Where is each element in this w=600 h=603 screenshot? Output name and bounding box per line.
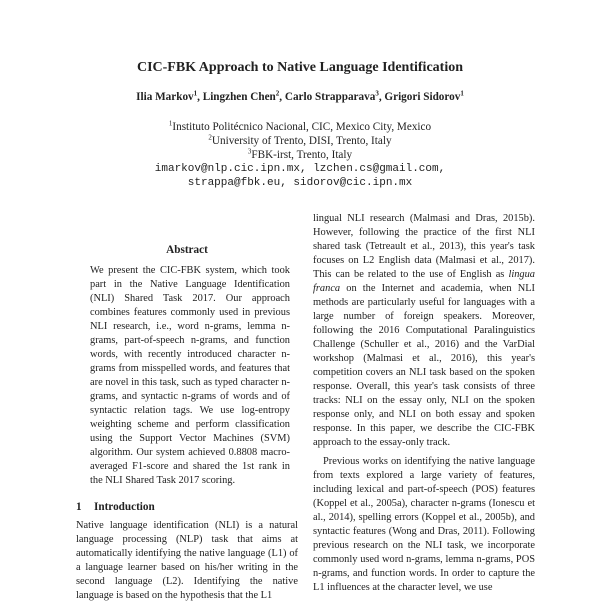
right-column (313, 212, 535, 595)
affiliation: $^1$Instituto Politécnico Nacional, CIC, Mexico City, Mexico (168, 119, 432, 133)
left-column (76, 242, 298, 603)
affiliation: $^3$FBK-irst, Trento, Italy (247, 147, 353, 161)
paper-title: CIC-FBK Approach to Native Language Identification (136, 60, 464, 75)
section-heading (76, 499, 298, 515)
intro-paragraph: Native language identification (NLI) is a natural language processing (NLP) task that aims at automatically identifying the native language (L1) of a language learner based on his/her writing in the second language (L2). Identifying the native language is based on the hypothesis that the L1 (76, 520, 298, 601)
affiliation: $^2$University of Trento, DISI, Trento, Italy (208, 133, 392, 147)
email-line: strappa@fbk.eu, sidorov@cic.ipn.mx (187, 177, 413, 189)
abstract-heading: Abstract (166, 244, 208, 256)
body-paragraph: Previous works on identifying the native language from texts explored a large variety of features, including lexical and part-of-speech (POS) features (Koppel et al., 2005a), character n-grams (Ionescu et al., 2014), spelling errors (Koppel et al., 2005b), and syntactic features (Wong and Dras, 2011). Following previous research on the NLI task, we incorporate commonly used word n-grams, lemma n-grams, POS n-grams, and function words. In order to capture the L1 influences at the character level, we use (313, 456, 535, 593)
email-line: imarkov@nlp.cic.ipn.mx, lzchen.cs@gmail.com, (154, 163, 446, 175)
body-paragraph: lingual NLI research (Malmasi and Dras, 2015b). However, following the practice of the first NLI shared task (Tetreault et al., 2013), this year's task focuses on L2 English data (Malmasi et al., 2017). This can be related to the use of English as lingua franca on the Internet and academia, when NLI methods are particularly useful for languages with a large number of foreign speakers. Moreover, following the 2016 Computational Paralinguistics Challenge (Schuller et al., 2016) and the VarDial workshop (Malmasi et al., 2016), this year's competition covers an NLI task based on the spoken response. Overall, this year's task consists of three tracks: NLI on the essay only, NLI on the spoken response only, and NLI on both essay and spoken response. In this paper, we describe the CIC-FBK approach to the essay-only track. (313, 213, 535, 448)
author: Ilia Markov$^1$, (136, 89, 203, 103)
author: Grigori Sidorov$^1$ (384, 89, 464, 103)
abstract-text: We present the CIC-FBK system, which took part in the Native Language Identification (NLI) Shared Task 2017. Our approach combines features commonly used in previous NLI research, i.e., word n-grams, lemma n-grams, part-of-speech n-grams, and function words, with recently introduced character n-grams from misspelled words, and features that are novel in this task, such as typed character n-grams, and syntactic n-grams of words and of syntactic relation tags. We use log-entropy weighting scheme and perform classification using the Support Vector Machines (SVM) algorithm. Our system achieved 0.8808 macro-averaged F1-score and shared the 1st rank in the NLI Shared Task 2017 scoring. (90, 265, 290, 486)
section-heading-text: Introduction (94, 501, 155, 513)
author-list (0, 91, 600, 103)
author: Lingzhen Chen$^2$, (202, 89, 285, 103)
author: Carlo Strapparava$^3$, (284, 89, 385, 103)
section-number: 1 (76, 501, 82, 513)
